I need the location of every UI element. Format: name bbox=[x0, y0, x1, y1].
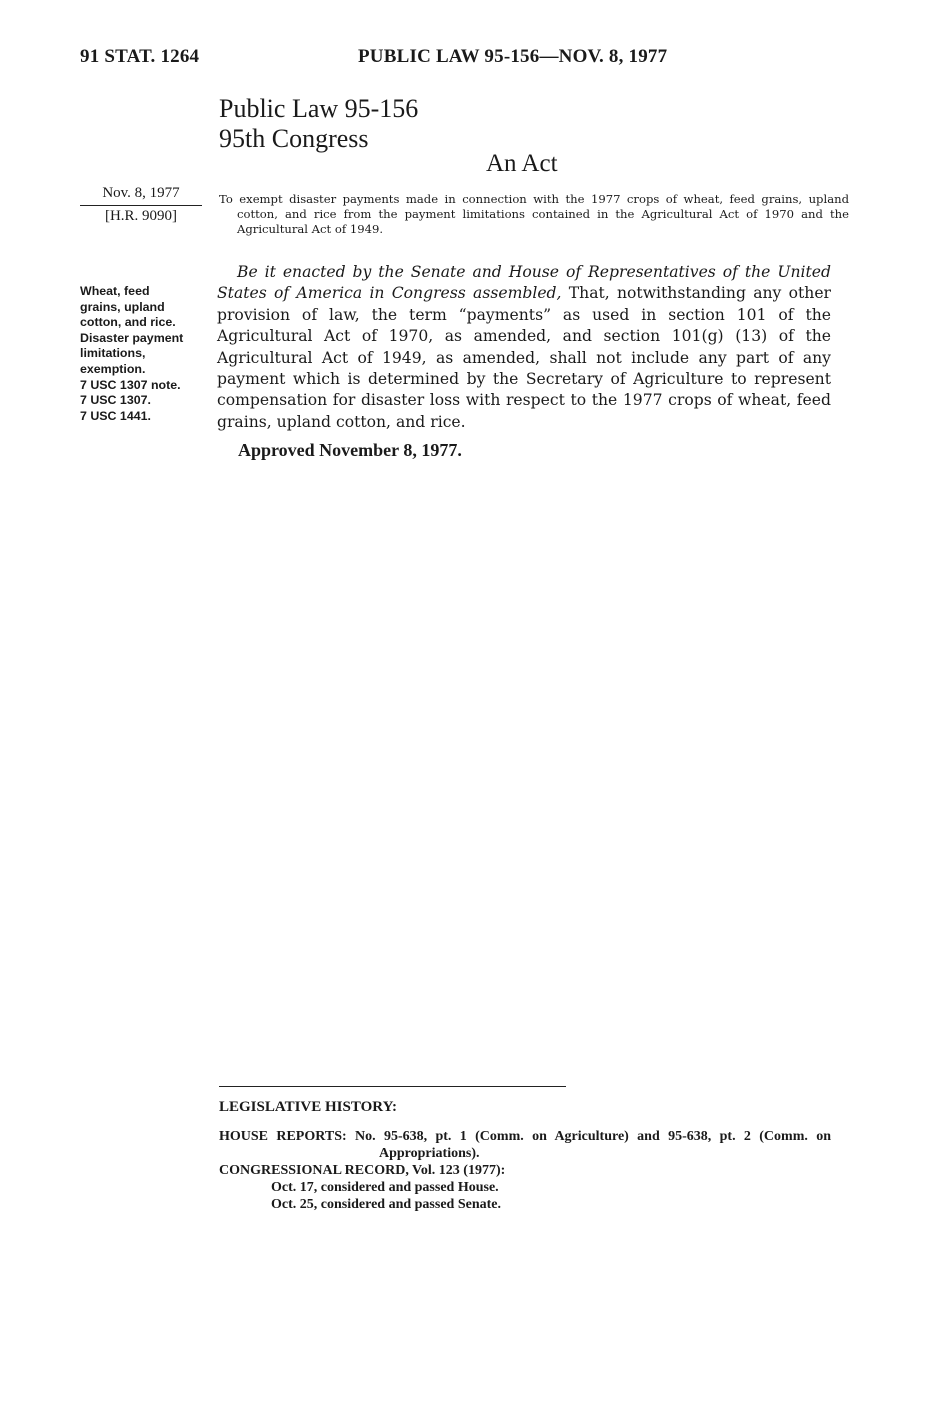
act-purpose: To exempt disaster payments made in connection with the 1977 crops of wheat, feed grains, upland cotton, and rice from the payment limitations contained in the Agricultural Act of 1970 and the Agricultural Act of 1949. bbox=[219, 192, 849, 236]
margin-bill-number: [H.R. 9090] bbox=[104, 208, 178, 224]
margin-note: 7 USC 1307 note. bbox=[80, 377, 181, 392]
legislative-history bbox=[219, 1128, 831, 1213]
margin-note: Wheat, feed bbox=[80, 284, 150, 298]
house-reports: HOUSE REPORTS: No. 95-638, pt. 1 (Comm. on Agriculture) and 95-638, pt. 2 (Comm. on Appropriations). bbox=[219, 1129, 831, 1161]
margin-note: Disaster payment bbox=[80, 330, 184, 345]
approval-date: Approved November 8, 1977. bbox=[238, 440, 462, 460]
record-entry: Oct. 25, considered and passed Senate. bbox=[271, 1197, 501, 1212]
margin-note: grains, upland bbox=[80, 299, 165, 314]
record-entry: Oct. 17, considered and passed House. bbox=[271, 1180, 499, 1195]
body-text: That, notwithstanding any other provision of law, the term “payments” as used in section 101 of the Agricultural Act of 1970, as amended, and section 101(g) (13) of the Agricultural Act of 1949, as amended, shall not include any part of any payment which is determined by the Secretary of Agriculture to represent compensation for disaster loss with respect to the 1977 crops of wheat, feed grains, upland cotton, and rice. bbox=[217, 284, 831, 431]
statute-reference: 91 STAT. 1264 bbox=[80, 46, 200, 67]
margin-divider bbox=[80, 205, 202, 206]
enacting-clause: Be it enacted by the Senate and House of Representatives of the United States of America in Congress assembled, bbox=[217, 263, 831, 303]
margin-date: Nov. 8, 1977 bbox=[102, 185, 180, 201]
margin-note: 7 USC 1307. bbox=[80, 393, 151, 408]
act-body bbox=[217, 262, 831, 433]
congress-number: 95th Congress bbox=[219, 124, 369, 153]
act-heading: An Act bbox=[486, 150, 558, 177]
running-title: PUBLIC LAW 95-156—NOV. 8, 1977 bbox=[358, 46, 668, 67]
margin-notes bbox=[80, 284, 210, 424]
margin-note: 7 USC 1441. bbox=[80, 408, 151, 423]
legislative-history-heading: LEGISLATIVE HISTORY: bbox=[219, 1099, 398, 1115]
law-number: Public Law 95-156 bbox=[219, 94, 419, 123]
margin-note: exemption. bbox=[80, 361, 146, 376]
history-divider bbox=[219, 1086, 566, 1087]
margin-note: limitations, bbox=[80, 346, 146, 361]
margin-note: cotton, and rice. bbox=[80, 315, 176, 330]
congressional-record: CONGRESSIONAL RECORD, Vol. 123 (1977): bbox=[219, 1163, 506, 1178]
